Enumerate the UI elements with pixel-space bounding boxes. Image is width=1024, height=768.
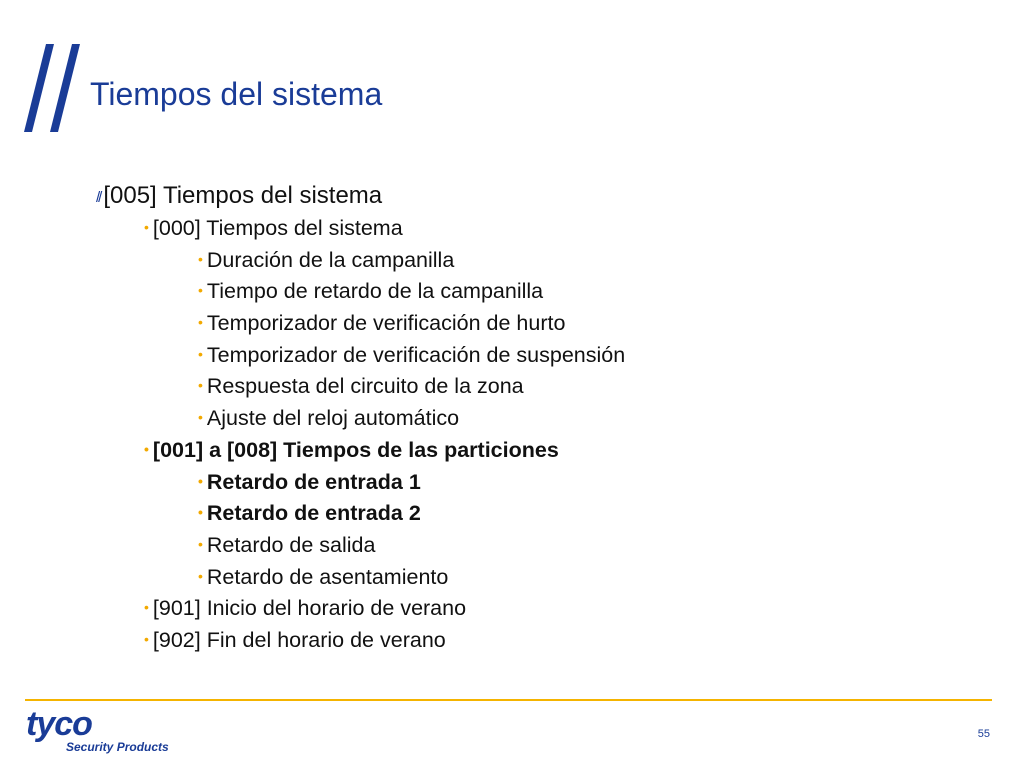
bullet-item xyxy=(96,402,996,434)
bullet-item-text: Ajuste del reloj automático xyxy=(206,406,460,431)
bullet-item xyxy=(96,212,996,244)
bullet-item-text: [001] a [008] Tiempos de las particiones xyxy=(152,437,559,462)
bullet-dot-icon: • xyxy=(144,630,149,647)
bullet-item xyxy=(96,370,996,402)
bullet-dot-icon: • xyxy=(198,377,203,394)
bullet-item-text: Retardo de salida xyxy=(206,532,376,557)
bullet-dot-icon: • xyxy=(198,409,203,426)
bullet-item xyxy=(96,529,996,561)
title-slash-mark-icon xyxy=(22,44,86,136)
bullet-dot-icon: • xyxy=(198,504,203,521)
bullet-dot-icon: • xyxy=(144,599,149,616)
bullet-dot-icon: • xyxy=(144,440,149,457)
bullet-dot-icon: • xyxy=(198,345,203,362)
bullet-item-text: Respuesta del circuito de la zona xyxy=(206,374,524,399)
bullet-item xyxy=(96,497,996,529)
bullet-item-text: Retardo de entrada 1 xyxy=(206,469,421,494)
tyco-logo xyxy=(26,708,186,758)
bullet-item xyxy=(96,275,996,307)
bullet-item-text: Tiempo de retardo de la campanilla xyxy=(206,279,544,304)
bullet-dot-icon: • xyxy=(198,314,203,331)
bullet-dot-icon: • xyxy=(198,567,203,584)
bullet-dot-icon: • xyxy=(144,219,149,235)
bullet-item-text: Duración de la campanilla xyxy=(206,247,455,272)
svg-text:tyco: tyco xyxy=(26,708,92,743)
heading-slash-icon: // xyxy=(96,189,101,206)
slide-content xyxy=(96,180,996,656)
bullet-item xyxy=(96,466,996,498)
bullet-item-text: Retardo de asentamiento xyxy=(206,564,449,589)
bullet-dot-icon: • xyxy=(198,472,203,489)
svg-text:Security Products: Security Products xyxy=(66,740,169,754)
bullet-item xyxy=(96,624,996,656)
section-heading xyxy=(96,180,996,212)
slide-title: Tiempos del sistema xyxy=(90,76,383,112)
bullet-item-text: Temporizador de verificación de suspensión xyxy=(206,342,626,367)
bullet-list xyxy=(96,212,996,656)
bullet-item xyxy=(96,561,996,593)
page-number: 55 xyxy=(977,728,990,740)
bullet-item xyxy=(96,592,996,624)
bullet-item-text: [000] Tiempos del sistema xyxy=(152,216,403,240)
bullet-dot-icon: • xyxy=(198,250,203,267)
bullet-item xyxy=(96,244,996,276)
bullet-item xyxy=(96,339,996,371)
bullet-dot-icon: • xyxy=(198,282,203,299)
section-heading-text: [005] Tiempos del sistema xyxy=(103,182,383,209)
bullet-item-text: Retardo de entrada 2 xyxy=(206,501,421,526)
bullet-item-text: [901] Inicio del horario de verano xyxy=(152,596,467,621)
bullet-dot-icon: • xyxy=(198,535,203,552)
bullet-item-text: [902] Fin del horario de verano xyxy=(152,627,446,652)
bullet-item-text: Temporizador de verificación de hurto xyxy=(206,311,566,336)
bullet-item xyxy=(96,307,996,339)
bullet-item xyxy=(96,434,996,466)
footer-divider xyxy=(25,699,992,701)
